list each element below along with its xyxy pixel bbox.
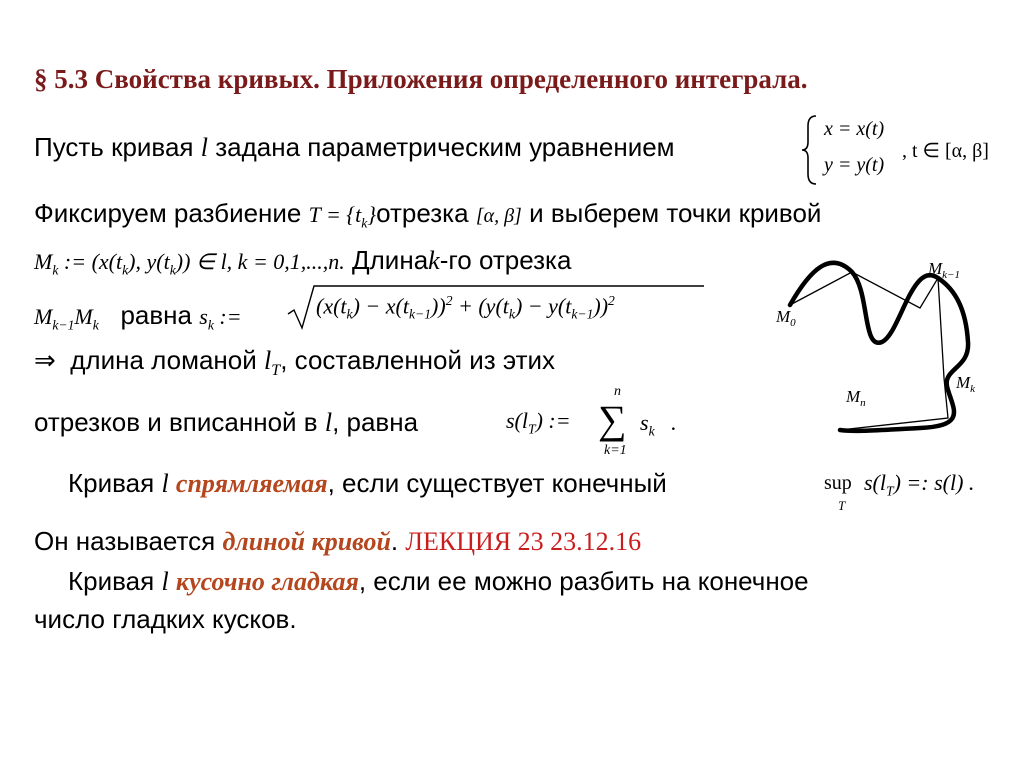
k-symbol: k (428, 246, 440, 275)
term-rectifiable: спрямляемая (175, 469, 328, 498)
text: Кривая (68, 468, 155, 498)
s: s (640, 410, 649, 435)
text: , составленной из этих (280, 345, 556, 375)
brace-icon (800, 114, 820, 186)
curve-symbol: l (161, 567, 169, 596)
para-smooth-pieces: число гладких кусков. (34, 604, 297, 634)
index: k−1 (52, 317, 75, 333)
text: и выберем точки кривой (529, 198, 822, 228)
partition-symbol (308, 202, 377, 231)
sum-lower: k=1 (604, 443, 627, 458)
index: k (169, 262, 176, 278)
M: M (74, 304, 93, 329)
text: -го отрезка (439, 245, 572, 275)
index: T (271, 362, 281, 380)
part: s(l (506, 408, 528, 433)
part: (x(t (316, 293, 347, 319)
index: T (886, 483, 894, 499)
sum-icon: ∑ (598, 397, 627, 442)
l: l (264, 346, 272, 375)
sk-symbol (199, 304, 242, 333)
para-partition (34, 198, 821, 231)
assign: := (219, 304, 242, 329)
sup-operator: sup (824, 472, 852, 494)
curve-symbol: l (161, 469, 169, 498)
text: Фиксируем разбиение (34, 198, 302, 228)
para-points (34, 245, 571, 278)
exponent: 2 (608, 293, 615, 308)
part: s(l (864, 470, 886, 495)
text: отрезка (376, 198, 469, 228)
text: Длина (352, 245, 429, 275)
para-rectifiable (68, 468, 667, 499)
M: M (34, 304, 53, 329)
term-piecewise-smooth: кусочно гладкая (175, 567, 359, 596)
text: задана параметрическим уравнением (215, 132, 675, 162)
text: длина ломаной (70, 345, 257, 375)
sum-lhs (506, 408, 571, 437)
part: ), y(t (128, 249, 170, 274)
equation-x: x = x(t) (824, 118, 885, 140)
para-polyline-length (34, 407, 418, 438)
sum-term (640, 410, 677, 439)
dot: . (671, 410, 677, 435)
text: , если ее можно разбить на конечное (358, 566, 809, 596)
para-curve-length (34, 526, 641, 557)
part: (y(t (478, 293, 509, 319)
index: k (648, 423, 655, 439)
term-curve-length: длиной кривой (222, 527, 391, 556)
text: равна (120, 300, 193, 330)
slide-title: § 5.3 Свойства кривых. Приложения определенного интеграла. (34, 64, 808, 94)
partition-T: T = {t (308, 202, 362, 227)
part: )) (431, 293, 446, 319)
index: k (361, 215, 368, 231)
label-Mn: $M_n$ (846, 387, 866, 409)
text: , если существует конечный (327, 468, 667, 498)
parameter-range: , t ∈ [α, β] (902, 140, 989, 162)
part: )) (593, 293, 609, 319)
text: Пусть кривая (34, 132, 194, 162)
para-curve-definition (34, 132, 675, 163)
para-segment-length (34, 300, 242, 333)
index: T (528, 421, 536, 437)
index: k (52, 262, 59, 278)
text: Кривая (68, 566, 155, 596)
para-polyline (34, 345, 555, 380)
plus: + (452, 293, 479, 319)
text: , равна (332, 407, 419, 437)
label-M0: $M_0$ (776, 307, 796, 329)
label-Mk: $M_k$ (956, 373, 976, 395)
lecture-label: ЛЕКЦИЯ 23 23.12.16 (405, 527, 642, 556)
para-piecewise-smooth (68, 566, 809, 597)
index: k (207, 317, 214, 333)
inscribed-polyline (790, 272, 948, 430)
sqrt-content (316, 293, 615, 323)
part: ) − y(t (514, 293, 572, 319)
lT-symbol (264, 346, 281, 380)
index: k (122, 262, 129, 278)
M: M (34, 249, 53, 274)
curve-symbol: l (200, 133, 208, 162)
segment-symbol: [α, β] (475, 205, 522, 227)
index: k (508, 306, 515, 322)
sum-upper: n (614, 384, 621, 399)
points-formula (34, 249, 345, 278)
index: k (346, 306, 353, 322)
part: ) =: s(l) . (893, 470, 975, 495)
curve-symbol: l (324, 408, 333, 437)
part: := (x(t (63, 249, 123, 274)
part: )) ∈ l, k = 0,1,...,n. (175, 249, 345, 274)
index: k (92, 317, 99, 333)
dot: . (390, 526, 399, 556)
segment-label (34, 304, 99, 333)
part: ) := (535, 408, 571, 433)
sup-formula (864, 470, 974, 499)
text: отрезков и вписанной в (34, 407, 318, 437)
curve-path (790, 263, 968, 431)
s: s (199, 304, 208, 329)
index: k−1 (571, 306, 594, 322)
label-Mk-1: $M_{k-1}$ (928, 259, 960, 281)
text: Он называется (34, 526, 216, 556)
part: ) − x(t (352, 293, 409, 319)
exponent: 2 (445, 293, 453, 308)
brace-close: } (367, 202, 377, 227)
implies-icon: ⇒ (34, 346, 56, 375)
equation-y: y = y(t) (824, 154, 885, 176)
index: k−1 (408, 306, 432, 322)
parametric-system (800, 114, 1010, 188)
sup-subscript: T (838, 498, 846, 513)
curve-figure (770, 250, 1000, 450)
